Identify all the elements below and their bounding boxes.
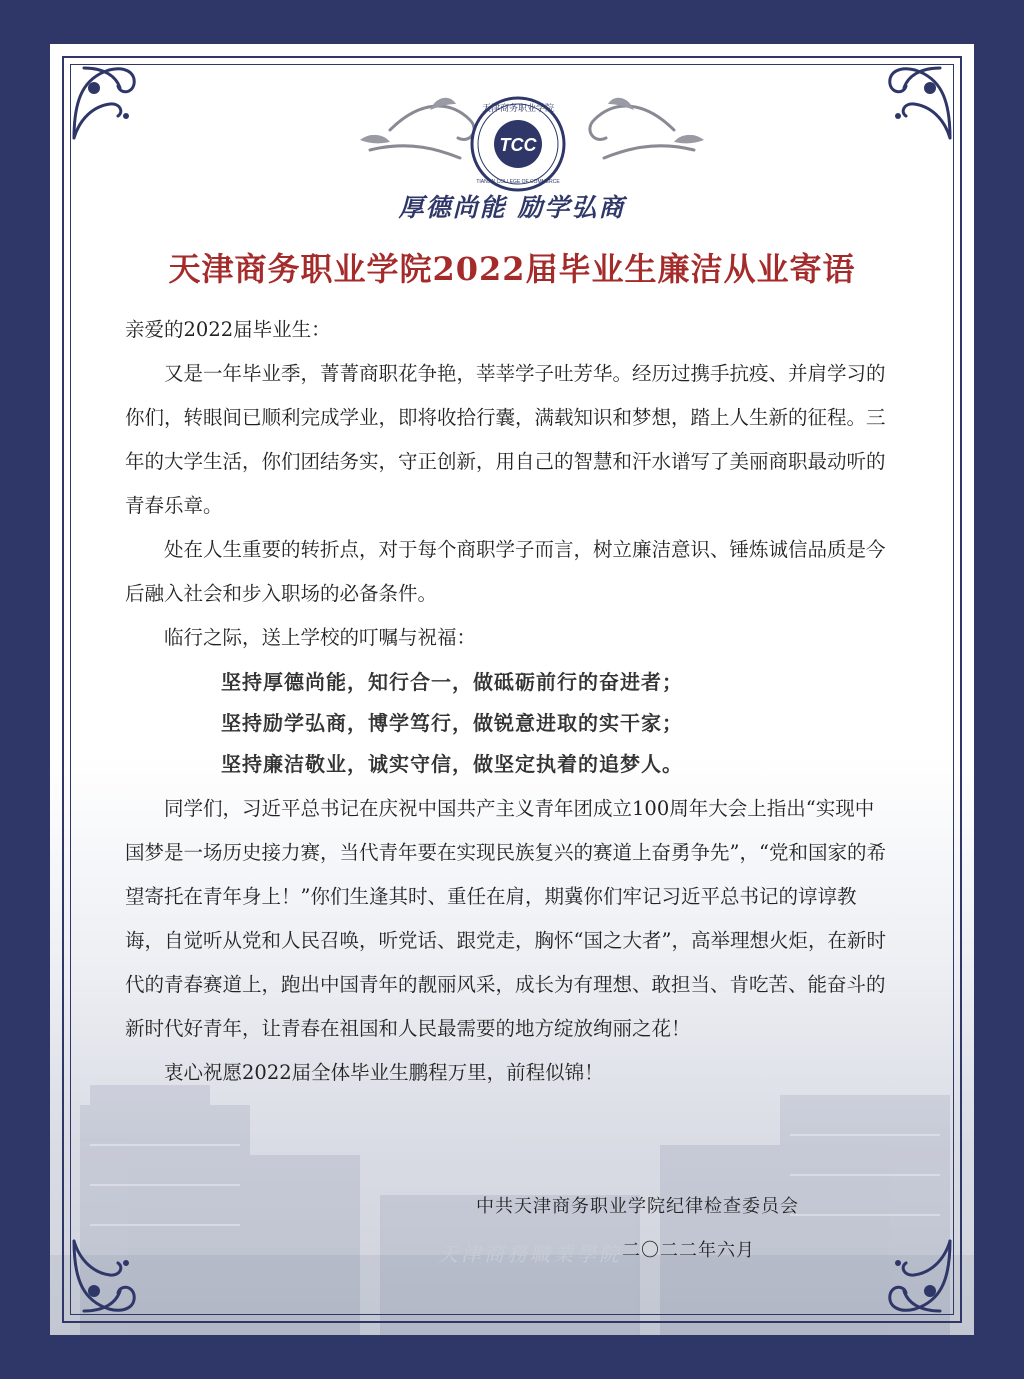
pledge-item: 坚持励学弘商，博学笃行，做锐意进取的实干家；: [221, 711, 683, 735]
seal-ring-text: TIANJIN COLLEGE OF COMMERCE: [476, 179, 560, 185]
letter-body: [125, 308, 887, 1095]
seal-chinese-text: 天津商务职业学院: [481, 104, 555, 114]
corner-ornament-icon: [870, 1231, 960, 1321]
pledge-item: 坚持廉洁敬业，诚实守信，做坚定执着的追梦人。: [221, 752, 683, 776]
seal-center-text: TCC: [499, 135, 537, 155]
pledge-list: [125, 662, 887, 785]
corner-ornament-icon: [64, 1231, 154, 1321]
corner-ornament-icon: [870, 58, 960, 148]
paragraph-3: 临行之际，送上学校的叮嘱与祝福：: [164, 626, 477, 649]
salutation: 亲爱的2022届毕业生：: [125, 318, 331, 341]
college-seal-icon: [468, 94, 568, 194]
paragraph-1: 又是一年毕业季，菁菁商职花争艳，莘莘学子吐芳华。经历过携手抗疫、并肩学习的你们，转眼间已顺利完成学业，即将收拾行囊，满载知识和梦想，踏上人生新的征程。三年的大学生活，你们团结务实，守正创新，用自己的智慧和汗水谱写了美丽商职最动听的青春乐章。: [125, 362, 886, 517]
paragraph-4: 同学们，习近平总书记在庆祝中国共产主义青年团成立100周年大会上指出“实现中国梦是一场历史接力赛，当代青年要在实现民族复兴的赛道上奋勇争先”，“党和国家的希望寄托在青年身上！”你们生逢其时、重任在肩，期冀你们牢记习近平总书记的谆谆教诲，自觉听从党和人民召唤，听党话、跟党走，胸怀“国之大者”，高举理想火炬，在新时代的青春赛道上，跑出中国青年的靓丽风采，成长为有理想、敢担当、肯吃苦、能奋斗的新时代好青年，让青春在祖国和人民最需要的地方绽放绚丽之花！: [125, 797, 886, 1040]
college-motto: 厚德尚能 励学弘商: [398, 193, 626, 222]
corner-ornament-icon: [64, 58, 154, 148]
closing-wish: 衷心祝愿2022届全体毕业生鹏程万里，前程似锦！: [164, 1061, 604, 1084]
building-signage-watermark: 天津商務職業學院: [438, 1242, 622, 1266]
signature-organization: 中共天津商务职业学院纪律检查委员会: [476, 1196, 799, 1217]
paragraph-2: 处在人生重要的转折点，对于每个商职学子而言，树立廉洁意识、锤炼诚信品质是今后融入社会和步入职场的必备条件。: [125, 538, 886, 605]
pledge-item: 坚持厚德尚能，知行合一，做砥砺前行的奋进者；: [221, 670, 683, 694]
signature-date: 二〇二二年六月: [622, 1240, 755, 1261]
page-title: 天津商务职业学院2022届毕业生廉洁从业寄语: [168, 250, 856, 288]
